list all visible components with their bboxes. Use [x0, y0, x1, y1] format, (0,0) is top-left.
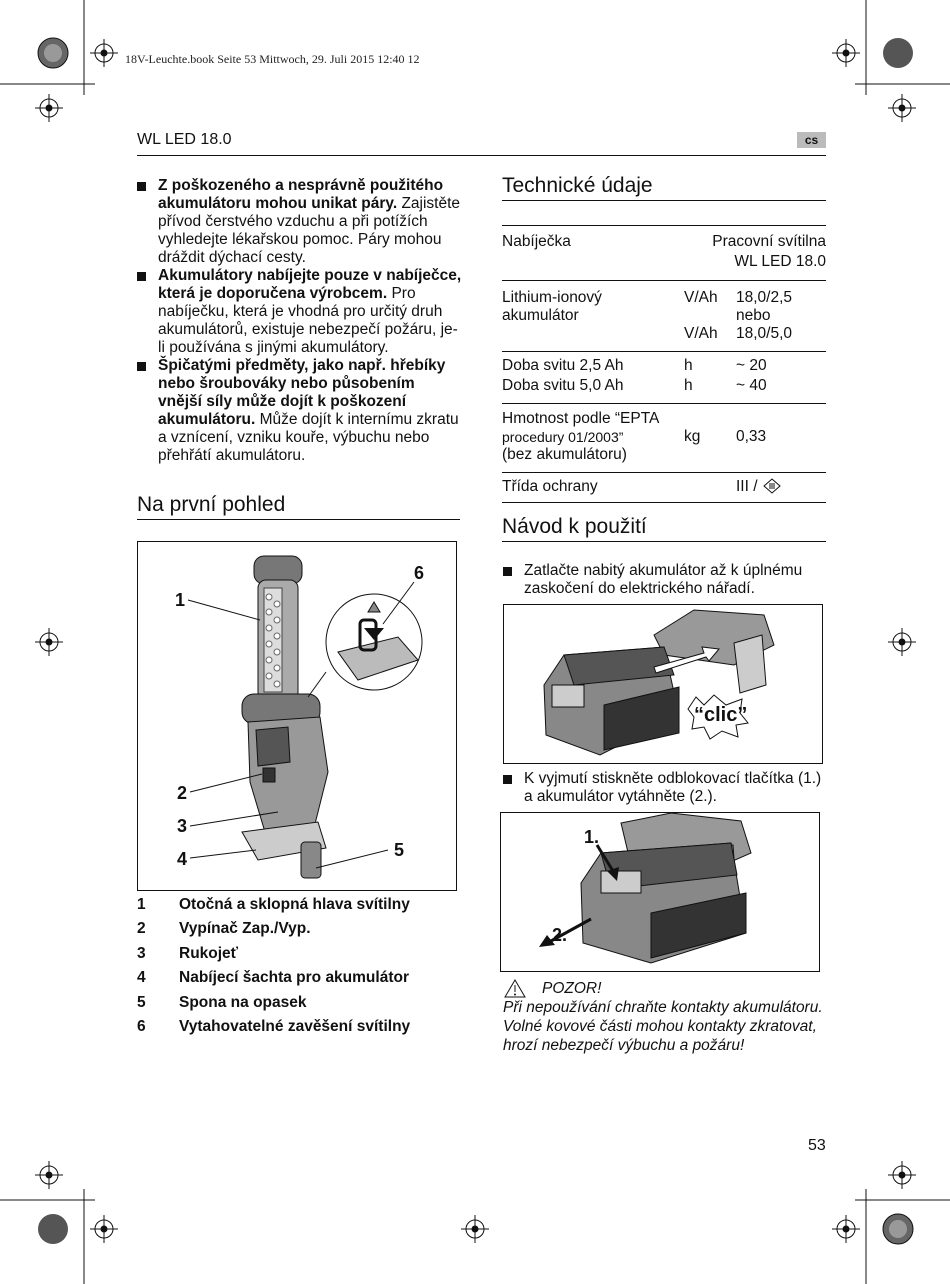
legend-label: Vypínač Zap./Vyp. — [179, 920, 311, 938]
language-badge: cs — [797, 132, 826, 148]
weight-label: procedury 01/2003” — [502, 429, 624, 445]
legend-number: 5 — [137, 993, 146, 1011]
legend-label: Otočná a sklopná hlava svítilny — [179, 896, 410, 913]
bullet-square-icon — [503, 775, 512, 784]
battery-unit: V/Ah — [684, 289, 718, 306]
insert-battery-illustration — [504, 605, 822, 763]
table-header-right — [684, 226, 826, 271]
runtime-value: ~ 40 — [736, 377, 767, 394]
running-title: WL LED 18.0 — [137, 131, 232, 148]
tech-data-table — [502, 226, 826, 503]
legend-label: Rukojeť — [179, 944, 239, 962]
battery-unit: V/Ah — [684, 325, 718, 342]
print-header: 18V-Leuchte.book Seite 53 Mittwoch, 29. Juli 2015 12:40 12 — [125, 52, 420, 66]
legend-label: Vytahovatelné zavěšení svítilny — [179, 1017, 411, 1035]
table-row-weight — [502, 404, 826, 465]
bullet-bold-text: Z poškozeného a nesprávně použitého akumulátoru mohou unikat páry. — [158, 177, 444, 212]
table-row-protection-class — [502, 473, 826, 497]
weight-value: 0,33 — [736, 428, 767, 445]
battery-or: nebo — [736, 307, 771, 324]
bullet-bold-text: Špičatými předměty, jako např. hřebíky nebo šroubováky nebo působením vnější síly může dojít k poškození akumulátoru. — [158, 357, 446, 428]
tech-heading-rule — [502, 200, 826, 201]
legend-row — [137, 896, 410, 920]
protection-class-label: Třída ochrany — [502, 478, 598, 495]
battery-value: 18,0/5,0 — [736, 325, 793, 342]
weight-label: (bez akumulátoru) — [502, 446, 627, 463]
protection-class-icon — [762, 478, 782, 494]
protection-class-value: III / — [736, 478, 762, 495]
usage-step-2 — [503, 770, 828, 806]
legend-number: 2 — [137, 920, 146, 938]
warning-triangle-icon — [503, 978, 527, 998]
caution-text: Při nepoužívání chraňte kontakty akumulátoru. Volné kovové části mohou kontakty zkratovat, hrozí nebezpečí výbuchu a požáru! — [503, 999, 823, 1054]
bullet-text: Pro nabíječku, která je vhodná pro určitý druh akumulátorů, existuje nebezpečí požáru, je-li používána s jinými akumulátory. — [158, 285, 458, 356]
remove-battery-illustration — [501, 813, 819, 971]
insert-battery-figure — [503, 604, 823, 764]
bullet-square-icon — [137, 182, 146, 191]
usage-step-text: Zatlačte nabitý akumulátor až k úplnému zaskočení do elektrického nářadí. — [524, 562, 803, 597]
safety-bullet — [137, 177, 462, 267]
battery-value: 18,0/2,5 — [736, 289, 793, 306]
figure-legend — [137, 896, 410, 1042]
safety-bullet — [137, 357, 462, 465]
usage-heading: Návod k použití — [502, 515, 647, 538]
legend-number: 1 — [137, 896, 146, 913]
overview-figure — [137, 541, 457, 891]
tech-heading: Technické údaje — [502, 174, 653, 197]
page-number: 53 — [808, 1137, 826, 1154]
caution-box — [503, 978, 833, 1055]
battery-label: Lithium-ionový — [502, 289, 602, 306]
legend-label: Spona na opasek — [179, 993, 307, 1011]
callout-2: 2 — [177, 783, 188, 803]
legend-row — [137, 994, 410, 1018]
bullet-bold-text: Akumulátory nabíjejte pouze v nabíječce, která je doporučena výrobcem. — [158, 267, 462, 302]
weight-label: Hmotnost podle “EPTA — [502, 410, 660, 427]
left-safety-bullets — [137, 177, 462, 465]
bullet-square-icon — [137, 362, 146, 371]
weight-unit: kg — [684, 428, 701, 445]
usage-step-1 — [503, 562, 828, 598]
legend-number: 4 — [137, 969, 146, 987]
product-type: Pracovní svítilna — [712, 233, 826, 250]
bullet-square-icon — [137, 272, 146, 281]
legend-row — [137, 1018, 410, 1042]
usage-step-text: K vyjmutí stiskněte odblokovací tlačítka (1.) a akumulátor vytáhněte (2.). — [524, 770, 822, 805]
runtime-unit: h — [684, 377, 693, 394]
safety-bullet — [137, 267, 462, 357]
legend-number: 6 — [137, 1017, 146, 1035]
header-rule — [137, 155, 826, 156]
table-header-row — [502, 226, 826, 271]
callout-5: 5 — [394, 840, 405, 860]
caution-title: POZOR! — [542, 979, 602, 997]
runtime-label: Doba svitu 5,0 Ah — [502, 377, 624, 394]
bullet-square-icon — [503, 567, 512, 576]
runtime-value: ~ 20 — [736, 357, 767, 374]
table-header-left: Nabíječka — [502, 233, 571, 250]
legend-row — [137, 945, 410, 969]
clic-label: “clic” — [694, 704, 748, 726]
legend-label: Nabíjecí šachta pro akumulátor — [179, 969, 409, 987]
table-row-battery — [502, 281, 826, 344]
overview-heading-rule — [137, 519, 460, 520]
remove-battery-figure — [500, 812, 820, 972]
runtime-unit: h — [684, 357, 693, 374]
battery-label: akumulátor — [502, 307, 579, 324]
callout-6: 6 — [414, 563, 425, 583]
work-light-illustration — [138, 542, 456, 890]
callout-3: 3 — [177, 816, 188, 836]
bullet-text: Zajistěte přívod čerstvého vzduchu a při potížích vyhledejte lékařskou pomoc. Páry mohou dráždit dýchací cesty. — [158, 195, 461, 266]
bullet-text: Může dojít k internímu zkratu a vznícení, vzniku kouře, výbuchu nebo přehřátí akumulátoru. — [158, 411, 459, 464]
runtime-label: Doba svitu 2,5 Ah — [502, 357, 624, 374]
legend-row — [137, 969, 410, 993]
step-label-2: 2. — [552, 925, 568, 945]
overview-heading: Na první pohled — [137, 493, 286, 516]
legend-row — [137, 920, 410, 944]
callout-4: 4 — [177, 849, 188, 869]
table-row-runtime — [502, 352, 826, 396]
legend-number: 3 — [137, 944, 146, 962]
callout-1: 1 — [175, 590, 186, 610]
usage-heading-rule — [502, 541, 826, 542]
step-label-1: 1. — [584, 827, 600, 847]
product-model: WL LED 18.0 — [734, 253, 826, 270]
